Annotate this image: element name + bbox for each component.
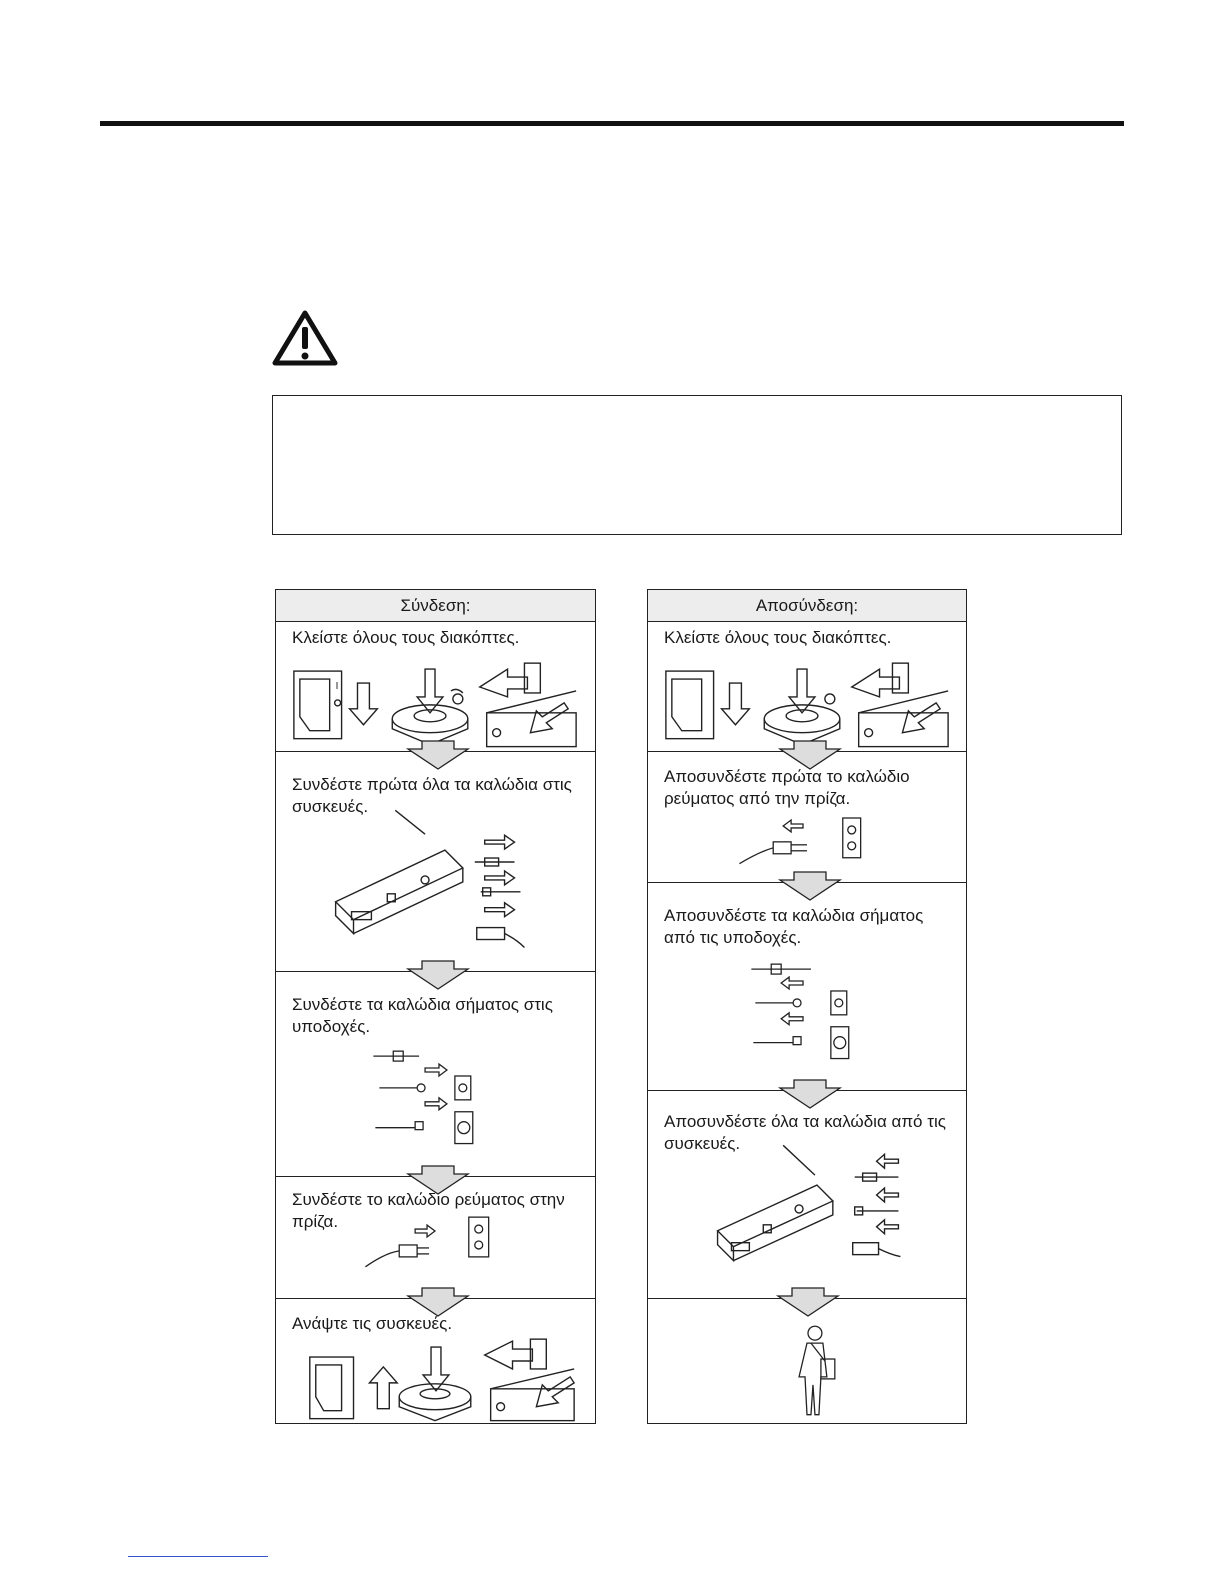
connect-header: Σύνδεση: <box>276 590 595 622</box>
connect-step-1 <box>276 621 595 751</box>
connect-step-3-text: Συνδέστε τα καλώδια σήματος στις υποδοχές. <box>292 995 553 1036</box>
connect-step-4 <box>276 1176 595 1299</box>
laptop-cables-illustration <box>276 752 595 972</box>
connect-column <box>275 589 596 1424</box>
svg-text:I: I <box>335 680 339 692</box>
warning-triangle-icon <box>272 310 338 366</box>
disconnect-step-2-text: Αποσυνδέστε πρώτα το καλώδιο ρεύματος από την πρίζα. <box>664 767 910 808</box>
disconnect-step-2 <box>648 751 966 883</box>
notice-box <box>272 395 1122 535</box>
disconnect-step-3-text: Αποσυνδέστε τα καλώδια σήματος από τις υποδοχές. <box>664 906 924 947</box>
unplug-power-illustration <box>648 752 966 883</box>
unplug-signal-illustration <box>648 883 966 1091</box>
person-walking-illustration <box>648 1299 966 1425</box>
disconnect-step-1 <box>648 621 966 751</box>
connect-step-5-text: Ανάψτε τις συσκευές. <box>292 1314 453 1333</box>
disconnect-header: Αποσύνδεση: <box>648 590 966 622</box>
disconnect-step-4-text: Αποσυνδέστε όλα τα καλώδια από τις συσκευές. <box>664 1112 946 1153</box>
connect-step-5 <box>276 1298 595 1425</box>
top-rule <box>100 121 1124 126</box>
disconnect-step-3 <box>648 882 966 1091</box>
switches-off-illustration <box>648 621 966 751</box>
footer-rule <box>128 1556 268 1557</box>
disconnect-step-5 <box>648 1298 966 1425</box>
connect-step-1-text: Κλείστε όλους τους διακόπτες. <box>292 628 520 647</box>
connect-step-3 <box>276 971 595 1177</box>
connect-step-4-text: Συνδέστε το καλώδιο ρεύματος στην πρίζα. <box>292 1190 565 1231</box>
connect-step-2-text: Συνδέστε πρώτα όλα τα καλώδια στις συσκευές. <box>292 775 572 816</box>
unplug-laptop-cables-illustration <box>648 1091 966 1299</box>
disconnect-column <box>647 589 967 1424</box>
signal-cables-illustration <box>276 972 595 1177</box>
connect-step-2 <box>276 751 595 972</box>
disconnect-step-4 <box>648 1090 966 1299</box>
switches-off-illustration <box>276 621 595 751</box>
power-plug-illustration <box>276 1177 595 1299</box>
switches-on-illustration <box>276 1299 595 1425</box>
disconnect-step-1-text: Κλείστε όλους τους διακόπτες. <box>664 628 892 647</box>
